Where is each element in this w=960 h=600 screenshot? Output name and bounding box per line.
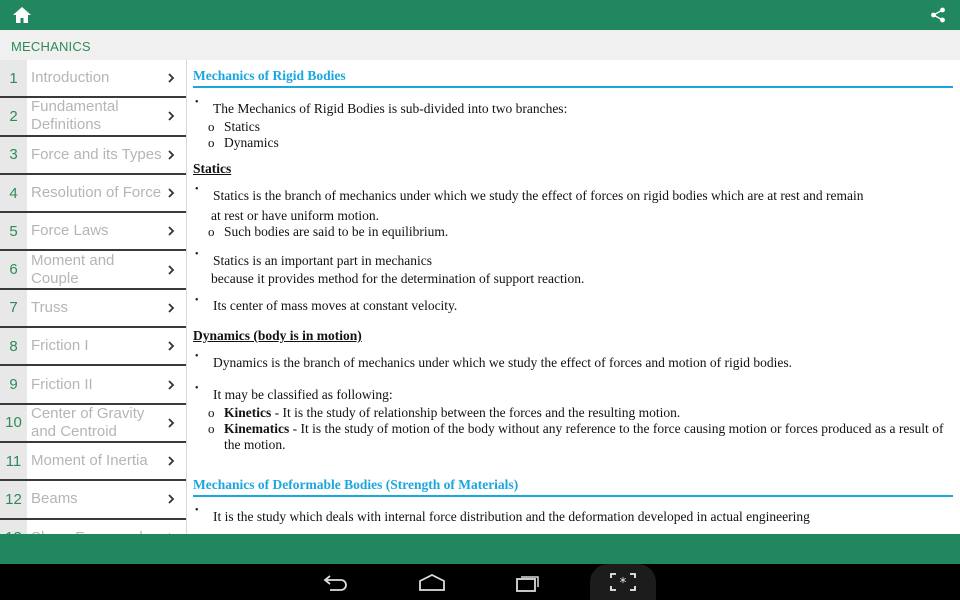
term: Kinematics <box>224 421 290 436</box>
content-pane[interactable] <box>188 60 960 534</box>
bullet: • <box>195 505 199 516</box>
sidebar-item[interactable] <box>0 213 186 251</box>
term-definition: - It is the study of relationship between the forces and the resulting motion. <box>271 405 681 420</box>
sub-bullet: o <box>208 421 215 436</box>
section-heading: Mechanics of Deformable Bodies (Strength of Materials) <box>193 477 953 497</box>
chapter-label: Resolution of Force <box>31 184 162 202</box>
chapter-label: Force and its Types <box>31 145 162 163</box>
paragraph-continuation: because it provides method for the determination of support reaction. <box>211 271 585 286</box>
paragraph: It is the study which deals with internal force distribution and the deformation developed in actual engineering <box>213 509 810 524</box>
recents-icon[interactable] <box>514 572 542 592</box>
sidebar-item[interactable] <box>0 251 186 289</box>
chevron-right-icon <box>166 494 176 504</box>
svg-text:*: * <box>619 576 627 591</box>
bullet: • <box>195 351 199 362</box>
paragraph-continuation: at rest or have uniform motion. <box>211 208 379 223</box>
bullet: • <box>195 97 199 108</box>
sidebar-item[interactable] <box>0 60 186 98</box>
chapter-label: Friction I <box>31 337 89 355</box>
sub-item <box>224 421 954 453</box>
sub-item <box>224 405 954 421</box>
bullet: • <box>195 383 199 394</box>
term: Kinetics <box>224 405 272 420</box>
paragraph: Statics is the branch of mechanics under which we study the effect of forces on rigid bodies which are at rest and remain <box>213 188 864 203</box>
chevron-right-icon <box>166 418 176 428</box>
chapter-label: Force Laws <box>31 222 109 240</box>
sidebar-item[interactable] <box>0 481 186 519</box>
nav-home-icon[interactable] <box>418 572 446 592</box>
paragraph: Its center of mass moves at constant velocity. <box>213 298 458 313</box>
sub-bullet: o <box>208 405 215 420</box>
sub-item: Such bodies are said to be in equilibrium. <box>224 224 449 239</box>
chapter-number: 1 <box>0 60 27 96</box>
sub-item: Statics <box>224 119 260 134</box>
paragraph: Statics is an important part in mechanics <box>213 253 432 268</box>
chapter-label: Fundamental Definitions <box>31 98 119 134</box>
paragraph: It may be classified as following: <box>213 387 393 402</box>
chapter-number: 2 <box>0 98 27 134</box>
sidebar-item[interactable] <box>0 405 186 443</box>
chapter-label: Moment and Couple <box>31 251 115 287</box>
section-heading: Mechanics of Rigid Bodies <box>193 68 953 88</box>
app-bar <box>0 0 960 30</box>
home-icon[interactable] <box>12 5 32 25</box>
chevron-right-icon <box>166 111 176 121</box>
sub-bullet: o <box>208 135 215 150</box>
sub-bullet: o <box>208 224 215 239</box>
chevron-right-icon <box>166 456 176 466</box>
chevron-right-icon <box>166 265 176 275</box>
page-header <box>0 30 960 60</box>
chapter-label: Friction II <box>31 375 93 393</box>
paragraph: Dynamics is the branch of mechanics under which we study the effect of forces and motion of rigid bodies. <box>213 355 792 370</box>
sidebar-item[interactable] <box>0 366 186 404</box>
chapter-label: Center of Gravity and Centroid <box>31 404 145 440</box>
chapter-label: Moment of Inertia <box>31 452 148 470</box>
bottom-bar <box>0 534 960 564</box>
sidebar-item[interactable] <box>0 328 186 366</box>
chapter-number: 8 <box>0 328 27 364</box>
bullet: • <box>195 184 199 195</box>
share-icon[interactable] <box>930 7 946 23</box>
page-title: MECHANICS <box>11 39 91 54</box>
sidebar-item[interactable] <box>0 175 186 213</box>
chapter-list[interactable] <box>0 60 187 534</box>
chevron-right-icon <box>166 226 176 236</box>
back-icon[interactable] <box>322 572 350 592</box>
chapter-number: 4 <box>0 175 27 211</box>
sub-bullet: o <box>208 119 215 134</box>
chapter-label: Beams <box>31 490 78 508</box>
term-definition: - It is the study of motion of the body without any reference to the force causing motion or forces produced as a result of the motion. <box>224 421 944 452</box>
chevron-right-icon <box>166 303 176 313</box>
chapter-number: 12 <box>0 481 27 517</box>
screenshot-icon[interactable] <box>609 572 637 592</box>
chapter-label: Introduction <box>31 69 110 87</box>
bullet: • <box>195 295 199 306</box>
sidebar-item[interactable] <box>0 98 186 136</box>
chevron-right-icon <box>166 73 176 83</box>
chevron-right-icon <box>166 341 176 351</box>
chapter-number: 9 <box>0 366 27 402</box>
chevron-right-icon <box>166 188 176 198</box>
chapter-number: 3 <box>0 137 27 173</box>
sub-item: Dynamics <box>224 135 279 150</box>
chapter-label: Truss <box>31 298 68 316</box>
chapter-number: 10 <box>0 405 27 441</box>
bullet: • <box>195 249 199 260</box>
system-nav-bar <box>0 564 960 600</box>
sidebar-item[interactable] <box>0 137 186 175</box>
chapter-number: 11 <box>0 443 27 479</box>
paragraph: The Mechanics of Rigid Bodies is sub-divided into two branches: <box>213 101 568 116</box>
sidebar-item[interactable] <box>0 290 186 328</box>
chapter-number: 6 <box>0 251 27 287</box>
sidebar-item[interactable] <box>0 443 186 481</box>
chevron-right-icon <box>166 150 176 160</box>
chapter-number: 7 <box>0 290 27 326</box>
subsection-heading: Dynamics (body is in motion) <box>193 328 362 343</box>
subsection-heading: Statics <box>193 161 232 176</box>
chapter-number: 5 <box>0 213 27 249</box>
chevron-right-icon <box>166 380 176 390</box>
